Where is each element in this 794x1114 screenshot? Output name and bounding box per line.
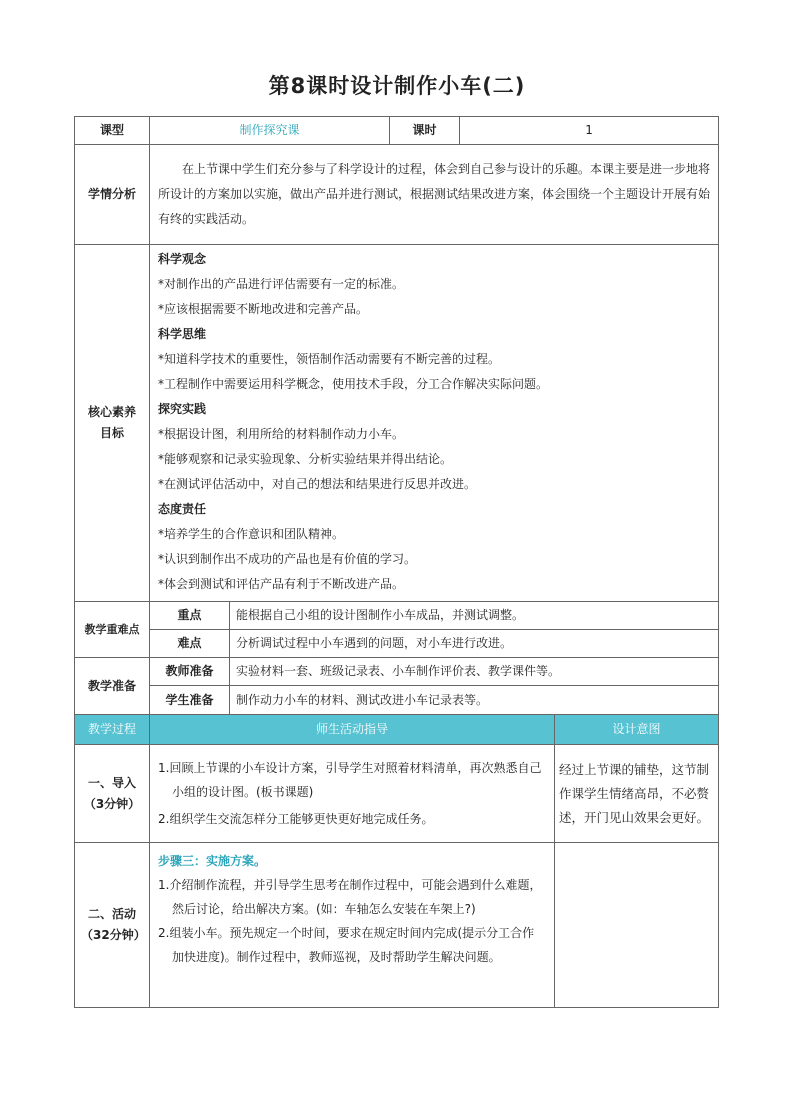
step2-item: 2.组装小车。预先规定一个时间，要求在规定时间内完成(提示分工合作加快进度)。制作过程中，教师巡视，及时帮助学生解决问题。 [158, 926, 535, 964]
step1-label [75, 745, 150, 843]
step2-activities [150, 843, 555, 1008]
analysis-text: 在上节课中学生们充分参与了科学设计的过程，体会到自己参与设计的乐趣。本课主要是进一步地将所设计的方案加以实施，做出产品并进行测试，根据测试结果改进方案，体会围绕一个主题设计开展有始有终的实践活动。 [150, 145, 719, 245]
step2-label [75, 843, 150, 1008]
step2-item: 1.介绍制作流程，并引导学生思考在制作过程中，可能会遇到什么难题，然后讨论，给出解决方案。(如：车轴怎么安装在车架上?) [158, 878, 542, 916]
goals-label-line1: 核心素养 [87, 405, 136, 419]
preparation-label: 教学准备 [75, 658, 150, 715]
teacher-prep-row [75, 658, 719, 686]
goal-item: *认识到制作出不成功的产品也是有价值的学习。 [158, 552, 417, 566]
difficulty-row [75, 630, 719, 658]
type-value: 制作探究课 [150, 117, 390, 145]
step1-intent: 经过上节课的铺垫，这节制作课学生情绪高昂，不必赘述，开门见山效果会更好。 [555, 745, 719, 843]
process-col1: 教学过程 [75, 715, 150, 745]
goal-item: *应该根据需要不断地改进和完善产品。 [158, 302, 369, 316]
process-col2: 师生活动指导 [150, 715, 555, 745]
teacher-prep-text: 实验材料一套、班级记录表、小车制作评价表、教学课件等。 [230, 658, 719, 686]
student-prep-row [75, 686, 719, 715]
goal-item: *对制作出的产品进行评估需要有一定的标准。 [158, 277, 405, 291]
step2-row [75, 843, 719, 1008]
goal-item: *培养学生的合作意识和团队精神。 [158, 527, 345, 541]
hours-label: 课时 [390, 117, 460, 145]
page-title: 第8课时设计制作小车(二) [268, 74, 526, 98]
lesson-plan-table [74, 116, 719, 1008]
goal-heading: 探究实践 [158, 402, 207, 416]
goal-item: *体会到测试和评估产品有利于不断改进产品。 [158, 577, 405, 591]
step1-row [75, 745, 719, 843]
goals-content [150, 245, 719, 602]
step1-label-line1: 一、导入 [87, 775, 136, 790]
key-point-row [75, 602, 719, 630]
step2-label-line1: 二、活动 [87, 907, 136, 921]
goal-heading: 科学思维 [158, 327, 207, 341]
goals-label [75, 245, 150, 602]
difficulty-text: 分析调试过程中小车遇到的问题，对小车进行改进。 [230, 630, 719, 658]
step1-activities [150, 745, 555, 843]
goal-item: *根据设计图，利用所给的材料制作动力小车。 [158, 427, 405, 441]
process-col3: 设计意图 [555, 715, 719, 745]
step1-item: 2.组织学生交流怎样分工能够更快更好地完成任务。 [158, 812, 434, 826]
student-prep-text: 制作动力小车的材料、测试改进小车记录表等。 [230, 686, 719, 715]
teacher-prep-label: 教师准备 [150, 658, 230, 686]
header-row [75, 117, 719, 145]
step1-item: 1.回顾上节课的小车设计方案，引导学生对照着材料清单，再次熟悉自己小组的设计图。(板书课题) [158, 761, 542, 799]
goals-label-line2: 目标 [99, 426, 124, 440]
hours-value: 1 [460, 117, 719, 145]
key-points-label: 教学重难点 [75, 602, 150, 658]
goal-item: *在测试评估活动中，对自己的想法和结果进行反思并改进。 [158, 477, 477, 491]
key-point-text: 能根据自己小组的设计图制作小车成品，并测试调整。 [230, 602, 719, 630]
goal-item: *知道科学技术的重要性，领悟制作活动需要有不断完善的过程。 [158, 352, 501, 366]
step2-intent [555, 843, 719, 1008]
analysis-row [75, 145, 719, 245]
goals-row [75, 245, 719, 602]
student-prep-label: 学生准备 [150, 686, 230, 715]
goal-heading: 态度责任 [158, 502, 207, 516]
key-point-label: 重点 [150, 602, 230, 630]
step2-label-line2: （32分钟） [81, 928, 146, 942]
step1-label-line2: （3分钟） [83, 796, 141, 811]
process-header-row [75, 715, 719, 745]
difficulty-label: 难点 [150, 630, 230, 658]
goal-item: *能够观察和记录实验现象、分析实验结果并得出结论。 [158, 452, 453, 466]
goal-item: *工程制作中需要运用科学概念，使用技术手段，分工合作解决实际问题。 [158, 377, 549, 391]
goal-heading: 科学观念 [158, 252, 207, 266]
step2-heading: 步骤三：实施方案。 [158, 854, 267, 868]
analysis-label: 学情分析 [75, 145, 150, 245]
type-label: 课型 [75, 117, 150, 145]
